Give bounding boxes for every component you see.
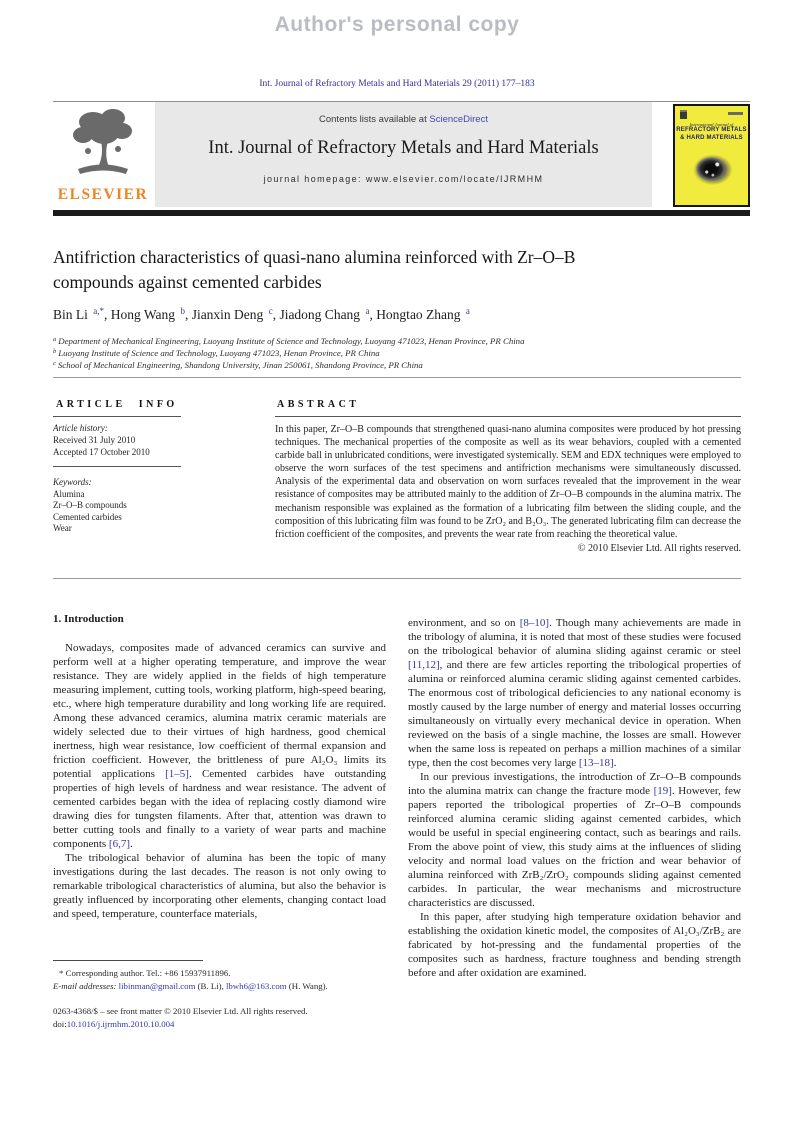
journal-title: Int. Journal of Refractory Metals and Hard Materials [208,138,599,158]
abstract-block [275,423,741,555]
intro-right-column [408,616,741,980]
divider [53,466,181,467]
abstract-text: In this paper, Zr–O–B compounds that strengthened quasi-nano alumina composites were produced by hot pressing techniques. The mechanical properties of the composite as well as its wear behaviors, coupled with a cemented carbide ball in unlubricated conditions, were investigated systemically. SEM and EDX techniques were employed to observe the worn surfaces of the test specimens and antifriction mechanisms were simultaneously discussed. Analysis of the experimental data and observation on worn surfaces revealed that the improvement in the wear resistance of composites may be attributed mainly to the addition of Zr–O–B compounds in the alumina matrix. The mechanism responsible was explained as the formation of a lubricating film between the sliding couple, and the composition of this lubricating film was found to be ZrO₂ and B₂O₃. The generated lubricating film can decrease the friction coefficient of the composites, and prevents the wear rate from reaching the theoretical value. [275,424,741,540]
citation-link[interactable]: [19] [653,785,672,797]
abstract-heading: ABSTRACT [277,399,360,410]
cover-issn-mark [728,112,743,115]
section-divider [53,377,741,378]
elsevier-tree-icon [66,105,140,185]
history-lines [53,434,150,458]
line: compounds against cemented carbides [53,271,322,292]
article-history [53,422,150,458]
article-title [53,245,733,294]
keywords-block [53,477,127,535]
cover-title-line: REFRACTORY METALS [676,127,747,133]
citation-link[interactable]: [1–5] [165,768,189,780]
author-affiliation-sup: b [180,306,185,316]
cover-title-line: & HARD MATERIALS [680,134,743,141]
header-bottom-bar [53,210,750,216]
cover-elsevier-mini-logo-icon [680,110,687,119]
doi-line: doi:10.1016/j.ijrmhm.2010.10.004 [53,1018,175,1029]
issn-copyright-line: 0263-4368/$ – see front matter © 2010 Elsevier Ltd. All rights reserved. [53,1006,308,1016]
introduction-heading: 1. Introduction [53,613,124,625]
affiliation-line: $^a$ Department of Mechanical Engineering, Luoyang Institute of Science and Technology, Luoyang 471023, Henan Province, PR China [53,336,525,346]
affiliation-sup: b [53,347,57,355]
email-addresses-line: E-mail addresses: libinman@gmail.com (B. Li), lbwh6@163.com (H. Wang). [53,980,328,991]
divider [53,416,181,417]
journal-cover-thumbnail [673,104,750,207]
email-link[interactable]: lbwh6@163.com [225,980,287,991]
affiliation-sup: a [53,336,57,343]
divider [275,416,741,417]
copyright-line: © 2010 Elsevier Ltd. All rights reserved. [577,542,741,554]
paragraph: Nowadays, composites made of advanced ceramics can survive and perform well at a higher operating temperature, and improve the wear resistance. They are widely applied in the fields of high temperature measuring implement, cutting tools, working platform, high-speed bearing, etc., where high temperature durability and long working life are required. Among these advanced ceramics, alumina matrix ceramic materials are widely selected due to their virtues of high hardness, good chemical inertness, high wear resistance, low coefficient of thermal expansion and friction coefficient. However, the brittleness of pure Al₂O₃ limits its potential applications [1–5]. Cemented carbides have outstanding properties of high levels of hardness and wear resistance. The advent of cemented carbides began with the idea of replacing costly diamond wire drawing dies for tungsten filaments. After that, attention was drawn to better cutting tools and finally to a variety of wear parts and machine components [6,7]. [53,642,386,850]
sciencedirect-link[interactable]: ScienceDirect [429,114,488,125]
elsevier-wordmark: ELSEVIER [57,186,149,203]
paragraph: In our previous investigations, the introduction of Zr–O–B compounds into the alumina matrix can change the fracture mode [19]. However, few papers reported the tribological properties of Zr–O–B compounds reinforced alumina ceramic sliding against cemented carbides, which would be useful in special engineering contact, such as bearings and rails. From the above point of view, this study aims at the influences of sliding velocity and normal load values on the friction and wear behavior of alumina reinforced with ZrB₂/ZrO₂ compounds sliding against cemented carbides. In particular, the wear mechanisms and microstructure characteristics are discussed. [408,771,741,909]
watermark: Author's personal copy [274,13,520,36]
line: Cemented carbides [53,511,122,522]
affiliations [53,335,524,370]
authors-line: Bin Li $^{a,*}$, Hong Wang $^b$, Jianxin Deng $^c$, Jiadong Chang $^a$, Hongtao Zhang $^a$ [53,306,470,322]
keywords-list [53,489,127,535]
citation-link[interactable]: [11,12] [408,659,440,671]
author-affiliation-sup: a [365,306,370,316]
line: Received 31 July 2010 [53,435,136,445]
cover-series-label: International Journal of [689,122,734,127]
elsevier-logo [53,105,153,207]
paragraph: environment, and so on [8–10]. Though many achievements are made in the tribology of alumina, it is noted that most of these studies were focused on the tribological behavior of alumina sliding against ceramic or steel [11,12], and there are few articles reporting the tribological properties of alumina or reinforced alumina ceramic sliding against cemented carbides. The enormous cost of tribological deficiencies to any national economy is mostly caused by the large number of energy and material losses occurring simultaneously on virtually every mechanical device in operation. When reviewed on the basis of a single machine, the losses are small. However when the same loss is repeated on perhaps a million machines of a similar type, then the cost becomes very large [13–18]. [408,617,742,769]
citation-line: Int. Journal of Refractory Metals and Hard Materials 29 (2011) 177–183 [259,79,535,89]
footer-meta [53,1005,308,1030]
line: Accepted 17 October 2010 [53,447,150,457]
cover-art-image [690,150,734,188]
line: Antifriction characteristics of quasi-nano alumina reinforced with Zr–O–B [53,247,576,267]
corresponding-author-note: * Corresponding author. Tel.: +86 15937911896. [59,968,231,978]
line: Alumina [53,488,85,499]
paragraph: In this paper, after studying high temperature oxidation behavior and establishing the oxidation kinetic model, the composites of Al₂O₃/ZrB₂ are fabricated by hot-pressing and the fundamental properties of the composites such as hardness, fracture toughness and bending strength before and after oxidation are examined. [408,911,741,979]
citation-link[interactable]: [6,7] [108,838,130,850]
author-affiliation-sup: a,* [93,306,105,316]
author-affiliation-sup: a [465,306,470,316]
history-label: Article history: [53,423,108,433]
footnote-block [53,960,398,992]
contents-line [155,114,652,125]
citation-link[interactable]: [8–10] [519,617,550,629]
section-divider [53,578,741,579]
intro-left-column [53,641,386,921]
email-link[interactable]: libinman@gmail.com [118,980,196,991]
journal-masthead [155,102,652,207]
keywords-label: Keywords: [53,477,92,487]
article-info-heading: ARTICLE INFO [56,399,178,410]
affiliation-line: $^c$ School of Mechanical Engineering, Shandong University, Jinan 250061, Shandong Province, PR China [53,359,423,370]
affiliation-line: $^b$ Luoyang Institute of Science and Technology, Luoyang 471023, Henan Province, PR China [53,347,380,358]
line: Zr–O–B compounds [53,500,127,510]
email-label: E-mail addresses: [53,980,117,991]
affiliation-sup: c [53,359,56,367]
journal-homepage-link[interactable]: journal homepage: www.elsevier.com/locate/IJRMHM [263,174,544,184]
paragraph: The tribological behavior of alumina has been the topic of many investigations during the last decades. The reason is not only owing to remarkable tribological characteristics of alumina, but also the behavior is greatly influenced by incorporating other elements, changing contact load and speed, temperature, counterface materials, [53,852,386,920]
footnote-divider [53,960,203,961]
doi-link[interactable]: 10.1016/j.ijrmhm.2010.10.004 [66,1018,175,1029]
author-affiliation-sup: c [268,306,273,316]
line: Wear [53,523,72,533]
contents-text: Contents lists available at [319,114,430,125]
citation-link[interactable]: [13–18] [578,757,614,769]
